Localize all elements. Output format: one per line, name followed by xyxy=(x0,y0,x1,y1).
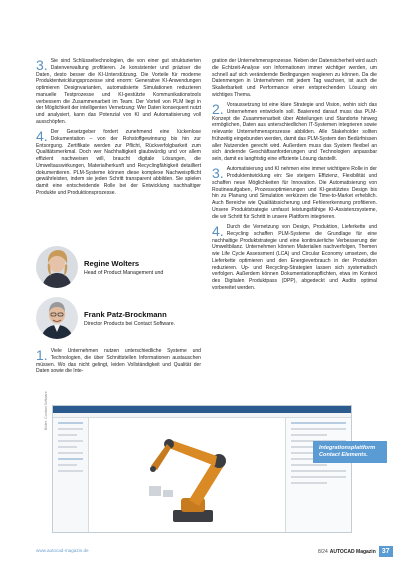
author-role: Head of Product Management und xyxy=(84,270,164,276)
left-column xyxy=(36,58,201,200)
paragraph-number: 4. xyxy=(36,128,48,145)
paragraph-number: 2. xyxy=(212,101,224,118)
author-name: Regine Wolters xyxy=(84,259,140,268)
answer-paragraph xyxy=(212,58,377,99)
paragraph-number: 3. xyxy=(212,165,224,182)
app-titlebar xyxy=(53,406,351,413)
issue-number: 8/24 xyxy=(318,548,328,555)
answer-paragraph xyxy=(36,58,201,126)
paragraph-text: Der Gesetzgeber fordert zunehmend eine lückenlose Dokumentation – von der Rohstoffgewinnung bis hin zur Entsorgung. Zertifikate werden zur Pflicht, Rückverfolgbarkeit zum Qualitätsmerkmal. Doch wer Nachhaltigkeit glaubwürdig und vor allem effizient nachweisen will, braucht digitale Lösungen, die Umweltauswirkungen, Materialherkunft und Recyclingfähigkeit detailliert dokumentieren. PLM-Systeme können diese komplexe Nachweispflicht gewährleisten, indem sie jeden Schritt transparent abbilden. Sie spielen damit eine entscheidende Rolle bei der Entwicklung nachhaltiger Produkte und Produktionsprozesse. xyxy=(36,129,201,196)
paragraph-text: Sie sind Schlüsseltechnologien, die von einer gut strukturierten Datenverwaltung profitieren. Je konsistenter und präziser die Daten, desto besser die KI-Unterstützung. Die Vorteile für moderne Produktentwicklungsprozesse sind enorm: Generative KI-Anwendungen optimieren Designvarianten, automatisierte Simulationen reduzieren manuelle Testprozesse und KI-gestützte Kommunikationstools verbessern die Zusammenarbeit im Team. Der Vorteil von PLM liegt in der Möglichkeit der intelligenten Vernetzung: Wer Daten konsequent nutzt und analysiert, kann das Potenzial von KI und Automatisierung voll ausschöpfen. xyxy=(36,58,201,125)
author-role: Director Products bei Contact Software. xyxy=(84,321,176,327)
figure-caption: Integrationsplattform Contact Elements. xyxy=(313,441,387,463)
footer-url[interactable]: www.autocad-magazin.de xyxy=(36,548,89,553)
software-screenshot xyxy=(52,405,352,533)
app-properties-panel xyxy=(285,418,351,532)
paragraph-number: 3. xyxy=(36,57,48,73)
answer-paragraph xyxy=(212,102,377,163)
answer-paragraph xyxy=(212,224,377,292)
paragraph-text: Viele Unternehmen nutzen unterschiedliche Systeme und Technologien, die über Schnittstellen Informationen austauschen müssen. Wo das nicht gelingt, leiden Vollständigkeit und Qualität der Daten sowie die Inte- xyxy=(36,348,201,375)
right-column xyxy=(212,58,377,295)
paragraph-text: Automatisierung und KI nehmen eine immer wichtigere Rolle in der Produktentwicklung ein: Sie steigern Effizienz, Flexibilität und schaffen neue Möglichkeiten für Innovation. Die Automatisierung von Routineaufgaben, Prozessoptimierungen und KI-gestütztes Design bis hin zu Planung und Simulation verkürzen die Time-to-Market erheblich. Auch Bereiche wie Qualitätssicherung und Fehlererkennung profitieren. Unsere Produktstrategie umfasst leistungsfähige KI-Assistenzsysteme, die wir Schritt für Schritt in unsere Plattform integrieren. xyxy=(212,166,377,220)
answer-paragraph xyxy=(36,348,201,375)
author-block xyxy=(36,297,175,339)
paragraph-number: 4. xyxy=(212,223,224,240)
paragraph-number: 1. xyxy=(36,347,48,363)
paragraph-text: Voraussetzung ist eine klare Strategie und Vision, wohin sich das Unternehmen entwickeln soll. Basierend darauf muss das PLM-Konzept die Zusammenarbeit über Abteilungen und Standorte hinweg ermöglichen, Daten aus unterschiedlichen IT-Systemen integrieren sowie relevante Unternehmensprozesse abbilden. Alle Stakeholder sollten frühzeitig eingebunden werden, damit das PLM-System den Bedürfnissen aller Nutzenden gerecht wird. Außerdem muss das System flexibel an sich ändernde Geschäftsanforderungen und Technologien anpassbar sein, damit es langfristig eine effiziente Lösung darstellt. xyxy=(212,102,377,163)
app-viewport xyxy=(89,418,351,532)
page-number: 37 xyxy=(379,546,393,557)
app-sidebar xyxy=(53,418,89,532)
author-name: Frank Patz-Brockmann xyxy=(84,310,167,319)
footer-info xyxy=(318,546,393,557)
author-photo xyxy=(36,297,78,339)
author-block xyxy=(36,246,163,288)
paragraph-text: Durch die Vernetzung von Design, Produktion, Lieferkette und Recycling schaffen PLM-Systeme die Grundlage für eine nachhaltige Produktstrategie und eine kontinuierliche Verbesserung der Umweltbilanz. Unternehmen können Materialien nachverfolgen, Themen wie Life Cycle Assessment (LCA) und Circular Economy umsetzen, die Lieferkette optimieren und den Energieverbrauch in der Produktion reduzieren. Up- und Recycling-Strategien lassen sich systematisch verfolgen. Außerdem können Dokumentationspflichten, etwa im Kontext des Digitalen Produktpass (DPP), abgedeckt und Audits optimal vorbereitet werden. xyxy=(212,224,377,291)
magazine-name: AUTOCAD Magazin xyxy=(329,548,376,555)
answer-paragraph xyxy=(36,129,201,197)
answer-paragraph xyxy=(212,166,377,220)
image-credit: Bilder: Contact Software xyxy=(44,391,48,430)
author-photo xyxy=(36,246,78,288)
paragraph-text: gration der Unternehmensprozesse. Neben der Datensicherheit wird auch die Echtzeit-Analyse von Informationen immer wichtiger werden, um schnell auf sich verändernde Bedingungen reagieren zu können. Da die Datenmengen in Unternehmen mit jedem Tag wachsen, ist auch die Skalierbarkeit und Performance einer entsprechenden Lösung ein wichtiges Thema. xyxy=(212,58,377,98)
